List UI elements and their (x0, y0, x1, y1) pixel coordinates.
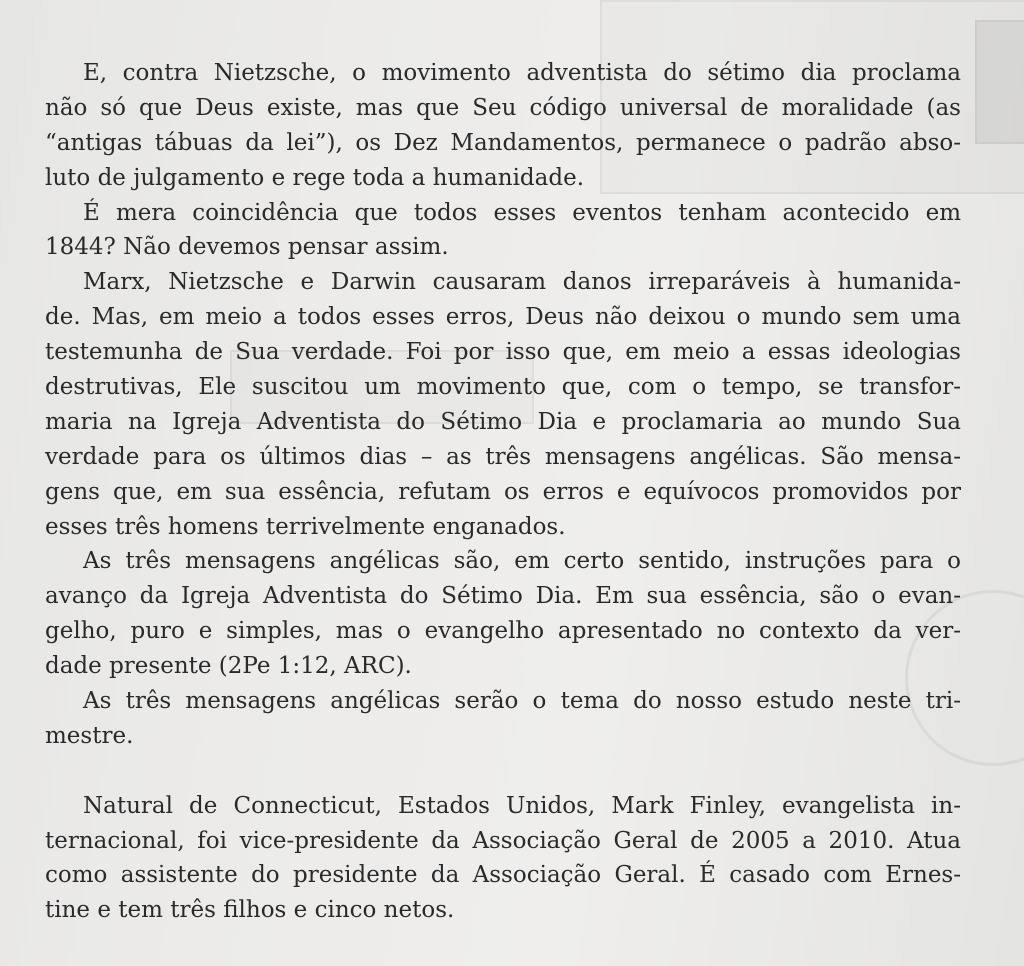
text-line: As três mensagens angélicas são, em certo sentido, instruções para o (83, 548, 961, 575)
text-line: tine e tem três filhos e cinco netos. (45, 897, 455, 924)
text-line: testemunha de Sua verdade. Foi por isso que, em meio a essas ideologias (45, 339, 961, 366)
article-body (45, 56, 961, 928)
text-line: “antigas tábuas da lei”), os Dez Mandamentos, permanece o padrão abso- (45, 129, 961, 156)
text-line: As três mensagens angélicas serão o tema do nosso estudo neste tri- (83, 688, 961, 715)
text-line: verdade para os últimos dias – as três mensagens angélicas. São mensa- (45, 443, 961, 470)
text-line: dade presente (2Pe 1:12, ARC). (45, 653, 412, 680)
text-line: mestre. (45, 722, 134, 749)
text-line: gens que, em sua essência, refutam os erros e equívocos promovidos por (45, 478, 961, 505)
paragraph-2 (45, 196, 961, 266)
text-line: maria na Igreja Adventista do Sétimo Dia e proclamaria ao mundo Sua (45, 408, 961, 435)
paragraph-gap (45, 754, 961, 789)
text-line: como assistente do presidente da Associação Geral. É casado com Ernes- (45, 862, 961, 889)
text-line: luto de julgamento e rege toda a humanidade. (45, 164, 585, 191)
text-line: E, contra Nietzsche, o movimento adventista do sétimo dia proclama (83, 60, 961, 86)
text-line: Natural de Connecticut, Estados Unidos, Mark Finley, evangelista in- (83, 792, 961, 819)
text-line: destrutivas, Ele suscitou um movimento que, com o tempo, se transfor- (45, 374, 961, 401)
paragraph-3 (45, 265, 961, 544)
paragraph-4 (45, 544, 961, 684)
text-line: É mera coincidência que todos esses eventos tenham acontecido em (83, 199, 961, 226)
text-line: avanço da Igreja Adventista do Sétimo Dia. Em sua essência, são o evan- (45, 583, 961, 610)
author-note (45, 789, 961, 929)
text-line: esses três homens terrivelmente enganados. (45, 513, 566, 540)
show-through-box (975, 20, 1024, 144)
text-line: de. Mas, em meio a todos esses erros, Deus não deixou o mundo sem uma (45, 304, 961, 331)
text-line: ternacional, foi vice-presidente da Associação Geral de 2005 a 2010. Atua (45, 827, 961, 854)
text-line: não só que Deus existe, mas que Seu código universal de moralidade (as (45, 94, 961, 121)
text-line: Marx, Nietzsche e Darwin causaram danos irreparáveis à humanida- (83, 269, 961, 296)
text-line: gelho, puro e simples, mas o evangelho apresentado no contexto da ver- (45, 618, 961, 645)
paragraph-1 (45, 56, 961, 196)
paragraph-5 (45, 684, 961, 754)
text-line: 1844? Não devemos pensar assim. (45, 234, 449, 261)
